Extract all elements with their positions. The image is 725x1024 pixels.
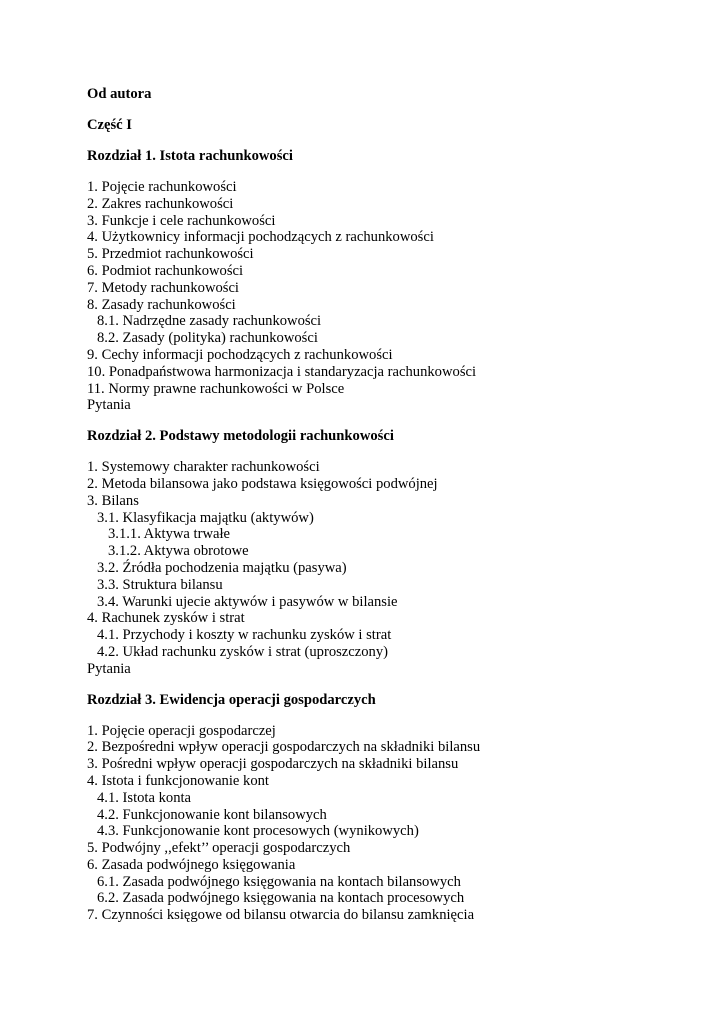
spacer — [87, 709, 707, 723]
toc-entry: 7. Czynności księgowe od bilansu otwarcia do bilansu zamknięcia — [87, 907, 475, 924]
toc-entry: 3.1.1. Aktywa trwałe — [108, 526, 230, 543]
toc-entry: 3. Pośredni wpływ operacji gospodarczych na składniki bilansu — [87, 756, 459, 773]
toc-entry: 7. Metody rachunkowości — [87, 279, 239, 296]
toc-entry: 3.1.2. Aktywa obrotowe — [108, 543, 249, 560]
toc-entry: 1. Pojęcie rachunkowości — [87, 179, 237, 195]
spacer — [87, 414, 707, 428]
toc-entry: 3.4. Warunki ujecie aktywów i pasywów w bilansie — [97, 593, 398, 610]
toc-entry: 2. Metoda bilansowa jako podstawa księgowości podwójnej — [87, 475, 438, 492]
toc-entry: 8.2. Zasady (polityka) rachunkowości — [97, 330, 318, 347]
chapter-title: Rozdział 1. Istota rachunkowości — [87, 148, 293, 164]
chapter-title: Rozdział 2. Podstawy metodologii rachunkowości — [87, 428, 394, 445]
author-note-heading: Od autora — [87, 86, 152, 102]
toc-entry: 5. Podwójny ,,efekt’’ operacji gospodarczych — [87, 840, 351, 857]
toc-entry: 6. Zasada podwójnego księgowania — [87, 856, 296, 873]
toc-entry: 8.1. Nadrzędne zasady rachunkowości — [97, 313, 322, 330]
toc-entry: 11. Normy prawne rachunkowości w Polsce — [87, 380, 345, 397]
chapter-title: Rozdział 3. Ewidencja operacji gospodarczych — [87, 691, 376, 708]
toc-entry: 1. Systemowy charakter rachunkowości — [87, 459, 320, 476]
toc-entry: 3. Bilans — [87, 492, 139, 509]
toc-entry: 3.1. Klasyfikacja majątku (aktywów) — [97, 509, 314, 526]
toc-entry: 4. Istota i funkcjonowanie kont — [87, 772, 269, 789]
toc-entry: 4.2. Funkcjonowanie kont bilansowych — [97, 806, 327, 823]
spacer — [87, 165, 707, 179]
toc-entry: 6.2. Zasada podwójnego księgowania na kontach procesowych — [97, 890, 465, 907]
toc-entry: 10. Ponadpaństwowa harmonizacja i standaryzacja rachunkowości — [87, 363, 477, 380]
toc-entry: 4.1. Przychody i koszty w rachunku zysków i strat — [97, 627, 392, 644]
toc-entry: 4.3. Funkcjonowanie kont procesowych (wynikowych) — [97, 823, 419, 840]
toc-entry: 2. Zakres rachunkowości — [87, 195, 234, 212]
toc-entry: 4.1. Istota konta — [97, 789, 192, 806]
toc-entry: 4. Użytkownicy informacji pochodzących z rachunkowości — [87, 229, 434, 246]
toc-entry: Pytania — [87, 397, 131, 414]
table-of-contents — [87, 148, 707, 924]
spacer — [87, 103, 707, 117]
toc-entry: 1. Pojęcie operacji gospodarczej — [87, 722, 276, 739]
toc-entry: 3.2. Źródła pochodzenia majątku (pasywa) — [97, 559, 347, 576]
spacer — [87, 445, 707, 459]
toc-entry: 8. Zasady rachunkowości — [87, 296, 236, 313]
toc-entry: 5. Przedmiot rachunkowości — [87, 246, 254, 263]
toc-entry: 6.1. Zasada podwójnego księgowania na kontach bilansowych — [97, 873, 461, 890]
toc-entry: Pytania — [87, 660, 131, 677]
toc-entry: 3. Funkcje i cele rachunkowości — [87, 212, 276, 229]
toc-entry: 4. Rachunek zysków i strat — [87, 610, 245, 627]
toc-entry: 4.2. Układ rachunku zysków i strat (uproszczony) — [97, 643, 388, 660]
part-heading: Część I — [87, 117, 132, 133]
toc-entry: 3.3. Struktura bilansu — [97, 576, 223, 593]
spacer — [87, 678, 707, 692]
spacer — [87, 134, 707, 148]
toc-entry: 2. Bezpośredni wpływ operacji gospodarczych na składniki bilansu — [87, 739, 481, 756]
document-page — [87, 86, 707, 924]
toc-entry: 6. Podmiot rachunkowości — [87, 262, 244, 279]
toc-entry: 9. Cechy informacji pochodzących z rachunkowości — [87, 346, 393, 363]
